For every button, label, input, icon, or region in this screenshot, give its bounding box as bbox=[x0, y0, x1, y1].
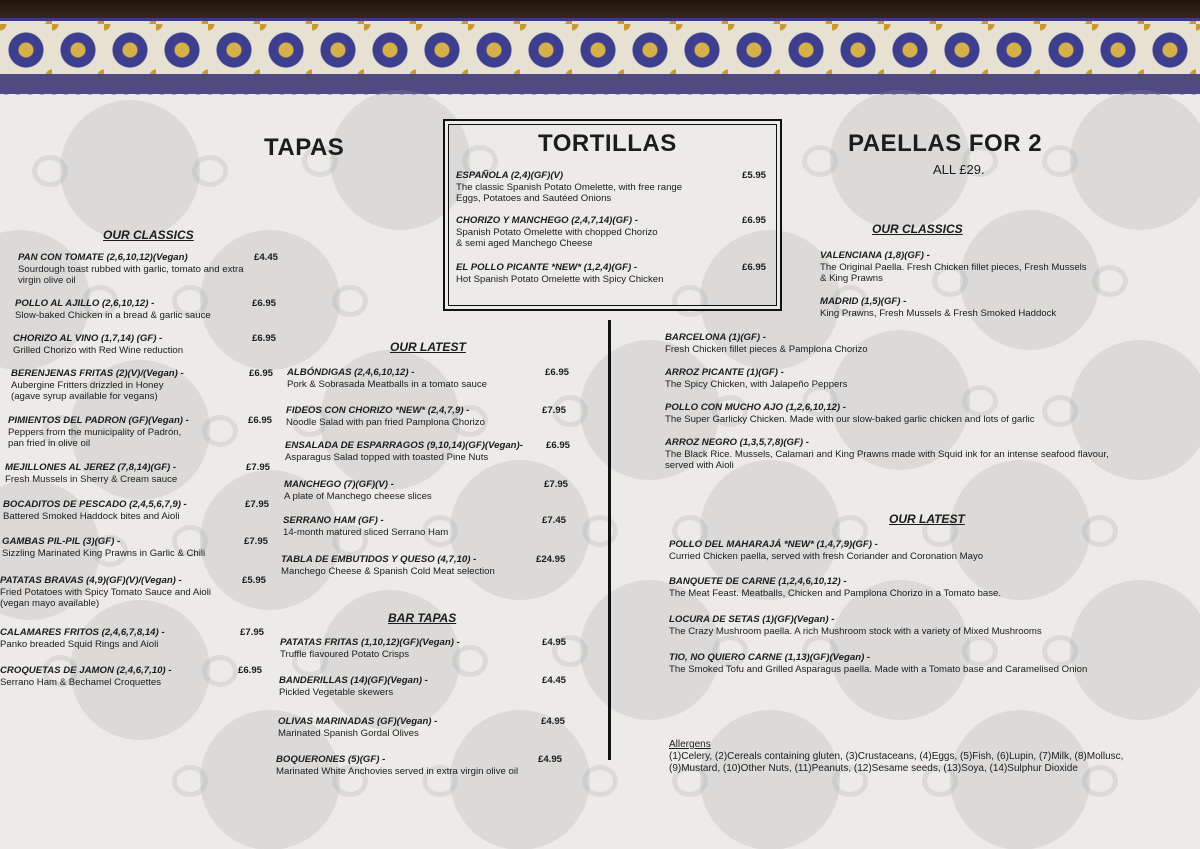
item-description: served with Aioli bbox=[665, 460, 734, 472]
menu-item bbox=[281, 554, 573, 577]
menu-item bbox=[15, 298, 277, 321]
item-description: Noodle Salad with pan fried Pamplona Chorizo bbox=[286, 416, 485, 428]
item-name: TABLA DE EMBUTIDOS Y QUESO (4,7,10) - bbox=[281, 554, 477, 565]
paella-pan-watermark bbox=[60, 100, 200, 240]
item-name: SERRANO HAM (GF) - bbox=[283, 515, 384, 526]
item-description: Marinated Spanish Gordal Olives bbox=[278, 727, 419, 739]
decorative-tile-border bbox=[0, 18, 1200, 79]
item-name: ARROZ NEGRO (1,3,5,7,8)(GF) - bbox=[665, 437, 809, 448]
item-description: Manchego Cheese & Spanish Cold Meat selection bbox=[281, 565, 495, 577]
paella-pan-watermark bbox=[1070, 580, 1200, 720]
item-price: £6.95 bbox=[742, 215, 767, 226]
item-name: BARCELONA (1)(GF) - bbox=[665, 332, 766, 343]
item-name: FIDEOS CON CHORIZO *NEW* (2,4,7,9) - bbox=[286, 405, 470, 416]
item-name: LOCURA DE SETAS (1)(GF)(Vegan) - bbox=[669, 614, 835, 625]
item-description: (agave syrup available for vegans) bbox=[11, 391, 158, 403]
item-price: £7.95 bbox=[542, 405, 567, 416]
item-name: POLLO DEL MAHARAJÁ *NEW* (1,4,7,9)(GF) - bbox=[669, 539, 878, 550]
item-description: The Crazy Mushroom paella. A rich Mushroom stock with a variety of Mixed Mushrooms bbox=[669, 625, 1042, 637]
item-name: POLLO AL AJILLO (2,6,10,12) - bbox=[15, 298, 155, 309]
menu-item bbox=[0, 665, 268, 688]
menu-item bbox=[3, 499, 269, 522]
menu-item bbox=[665, 367, 1185, 390]
item-name: PIMIENTOS DEL PADRON (GF)(Vegan) - bbox=[8, 415, 189, 426]
menu-item bbox=[820, 250, 1190, 285]
item-description: Battered Smoked Haddock bites and Aioli bbox=[3, 510, 180, 522]
menu-item bbox=[665, 402, 1185, 425]
item-description: Aubergine Fritters drizzled in Honey bbox=[11, 379, 164, 391]
menu-item bbox=[8, 415, 274, 450]
tapas-latest-heading: OUR LATEST bbox=[390, 340, 466, 354]
item-name: ALBÓNDIGAS (2,4,6,10,12) - bbox=[287, 367, 415, 378]
item-name: BOCADITOS DE PESCADO (2,4,5,6,7,9) - bbox=[3, 499, 187, 510]
item-name: MANCHEGO (7)(GF)(V) - bbox=[284, 479, 394, 490]
item-description: Peppers from the municipality of Padrón, bbox=[8, 426, 182, 438]
item-description: The Spicy Chicken, with Jalapeño Peppers bbox=[665, 378, 848, 390]
paellas-title: PAELLAS FOR 2 bbox=[848, 130, 1043, 157]
item-description: Marinated White Anchovies served in extra virgin olive oil bbox=[276, 765, 519, 777]
menu-item bbox=[456, 170, 770, 205]
menu-item bbox=[456, 262, 770, 285]
menu-item bbox=[669, 539, 1189, 562]
item-name: PATATAS FRITAS (1,10,12)(GF)(Vegan) - bbox=[280, 637, 460, 648]
item-price: £6.95 bbox=[238, 665, 263, 676]
item-name: MADRID (1,5)(GF) - bbox=[820, 296, 907, 307]
item-price: £7.45 bbox=[542, 515, 567, 526]
item-price: £24.95 bbox=[536, 554, 566, 565]
item-price: £6.95 bbox=[252, 298, 277, 309]
item-name: BANDERILLAS (14)(GF)(Vegan) - bbox=[279, 675, 428, 686]
menu-item bbox=[5, 462, 271, 485]
paellas-price: ALL £29. bbox=[933, 162, 985, 177]
item-price: £6.95 bbox=[252, 333, 277, 344]
item-name: PATATAS BRAVAS (4,9)(GF)(V)/(Vegan) - bbox=[0, 575, 182, 586]
item-description: Fresh Mussels in Sherry & Cream sauce bbox=[5, 473, 178, 485]
item-price: £7.95 bbox=[240, 627, 265, 638]
item-price: £7.95 bbox=[246, 462, 271, 473]
item-price: £4.45 bbox=[542, 675, 567, 686]
item-name: ARROZ PICANTE (1)(GF) - bbox=[665, 367, 784, 378]
item-price: £4.95 bbox=[538, 754, 563, 765]
item-price: £6.95 bbox=[249, 368, 274, 379]
allergens-note bbox=[669, 739, 1123, 775]
item-description: Pork & Sobrasada Meatballs in a tomato sauce bbox=[287, 378, 487, 390]
paellas-latest-heading: OUR LATEST bbox=[889, 512, 965, 526]
tapas-classics-heading: OUR CLASSICS bbox=[103, 228, 194, 242]
item-name: CALAMARES FRITOS (2,4,6,7,8,14) - bbox=[0, 627, 165, 638]
item-description: Truffle flavoured Potato Crisps bbox=[280, 648, 410, 660]
bar-tapas-heading: BAR TAPAS bbox=[388, 611, 457, 625]
item-name: EL POLLO PICANTE *NEW* (1,2,4)(GF) - bbox=[456, 262, 638, 273]
menu-item bbox=[280, 637, 570, 660]
menu-item bbox=[286, 405, 576, 428]
item-description: virgin olive oil bbox=[18, 275, 76, 287]
item-price: £4.95 bbox=[541, 716, 566, 727]
item-description: Pickled Vegetable skewers bbox=[279, 686, 394, 698]
item-price: £7.95 bbox=[544, 479, 569, 490]
paellas-classics-heading: OUR CLASSICS bbox=[872, 222, 963, 236]
paella-pan-watermark bbox=[950, 710, 1090, 849]
item-description: (vegan mayo available) bbox=[0, 598, 100, 610]
allergens-line: (9)Mustard, (10)Other Nuts, (11)Peanuts, (12)Sesame seeds, (13)Soya, (14)Sulphur Dioxide bbox=[669, 763, 1078, 774]
paella-pan-watermark bbox=[830, 90, 970, 230]
menu-item bbox=[820, 296, 1190, 319]
item-description: King Prawns, Fresh Mussels & Fresh Smoked Haddock bbox=[820, 307, 1057, 319]
menu-item bbox=[278, 716, 568, 739]
item-description: pan fried in olive oil bbox=[8, 438, 91, 450]
menu-item bbox=[285, 440, 575, 463]
item-price: £5.95 bbox=[742, 170, 767, 181]
item-name: GAMBAS PIL-PIL (3)(GF) - bbox=[2, 536, 121, 547]
item-description: The classic Spanish Potato Omelette, with free range bbox=[456, 181, 683, 193]
item-name: PAN CON TOMATE (2,6,10,12)(Vegan) bbox=[18, 252, 188, 263]
paella-pan-watermark bbox=[830, 580, 970, 720]
item-price: £7.95 bbox=[244, 536, 269, 547]
menu-item bbox=[279, 675, 569, 698]
column-divider bbox=[608, 320, 611, 760]
item-description: 14-month matured sliced Serrano Ham bbox=[283, 526, 449, 538]
item-description: A plate of Manchego cheese slices bbox=[284, 490, 432, 502]
item-description: & King Prawns bbox=[820, 273, 883, 285]
allergens-line: (1)Celery, (2)Cereals containing gluten, (3)Crustaceans, (4)Eggs, (5)Fish, (6)Lupin, (7)Milk, (8)Mollusc, bbox=[669, 751, 1124, 762]
item-name: BANQUETE DE CARNE (1,2,4,6,10,12) - bbox=[669, 576, 847, 587]
item-description: Slow-baked Chicken in a bread & garlic sauce bbox=[15, 309, 211, 321]
menu-item bbox=[669, 576, 1189, 599]
item-description: The Smoked Tofu and Grilled Asparagus paella. Made with a Tomato base and Caramelised Onion bbox=[669, 663, 1088, 675]
item-price: £6.95 bbox=[545, 367, 570, 378]
menu-item bbox=[665, 437, 1185, 472]
item-price: £6.95 bbox=[248, 415, 273, 426]
item-name: MEJILLONES AL JEREZ (7,8,14)(GF) - bbox=[5, 462, 177, 473]
item-description: Sizzling Marinated King Prawns in Garlic & Chili bbox=[2, 547, 206, 559]
item-description: Serrano Ham & Bechamel Croquettes bbox=[0, 676, 162, 688]
item-description: Eggs, Potatoes and Sautéed Onions bbox=[456, 193, 612, 205]
item-price: £4.45 bbox=[254, 252, 279, 263]
item-description: The Original Paella. Fresh Chicken fillet pieces, Fresh Mussels bbox=[820, 261, 1087, 273]
item-description: Hot Spanish Potato Omelette with Spicy Chicken bbox=[456, 273, 664, 285]
item-name: CHORIZO Y MANCHEGO (2,4,7,14)(GF) - bbox=[456, 215, 638, 226]
menu-item bbox=[284, 479, 574, 502]
menu-item bbox=[287, 367, 577, 390]
item-name: ENSALADA DE ESPARRAGOS (9,10,14)(GF)(Vegan)- bbox=[285, 440, 523, 451]
scalloped-edge bbox=[0, 88, 1200, 100]
item-description: Panko breaded Squid Rings and Aioli bbox=[0, 638, 159, 650]
paella-pan-watermark bbox=[700, 710, 840, 849]
allergens-label: Allergens bbox=[669, 739, 711, 750]
item-name: CHORIZO AL VINO (1,7,14) (GF) - bbox=[13, 333, 163, 344]
item-description: Curried Chicken paella, served with fresh Coriander and Coronation Mayo bbox=[669, 550, 984, 562]
item-description: Sourdough toast rubbed with garlic, tomato and extra bbox=[18, 263, 244, 275]
item-price: £5.95 bbox=[242, 575, 267, 586]
menu-item bbox=[0, 575, 268, 610]
item-name: VALENCIANA (1,8)(GF) - bbox=[820, 250, 930, 261]
item-description: The Meat Feast. Meatballs, Chicken and Pamplona Chorizo in a Tomato base. bbox=[669, 587, 1002, 599]
item-description: & semi aged Manchego Cheese bbox=[456, 238, 593, 250]
item-name: ESPAÑOLA (2,4)(GF)(V) bbox=[456, 170, 564, 181]
item-name: CROQUETAS DE JAMON (2,4,6,7,10) - bbox=[0, 665, 172, 676]
item-name: POLLO CON MUCHO AJO (1,2,6,10,12) - bbox=[665, 402, 846, 413]
menu-item bbox=[13, 333, 275, 356]
menu-item bbox=[669, 652, 1189, 675]
paella-pan-watermark bbox=[580, 580, 720, 720]
menu-item bbox=[283, 515, 573, 538]
menu-item bbox=[276, 754, 570, 777]
item-description: Fried Potatoes with Spicy Tomato Sauce and Aioli bbox=[0, 586, 212, 598]
item-description: The Super Garlicky Chicken. Made with our slow-baked garlic chicken and lots of garlic bbox=[665, 413, 1035, 425]
item-name: BERENJENAS FRITAS (2)(V)/(Vegan) - bbox=[11, 368, 184, 379]
item-description: Grilled Chorizo with Red Wine reduction bbox=[13, 344, 184, 356]
item-description: The Black Rice. Mussels, Calamari and King Prawns made with Squid ink for an intense seafood flavour, bbox=[665, 448, 1109, 460]
menu-item bbox=[18, 252, 280, 287]
item-price: £6.95 bbox=[546, 440, 571, 451]
menu-item bbox=[2, 536, 268, 559]
paella-pan-watermark bbox=[1070, 90, 1200, 230]
item-price: £7.95 bbox=[245, 499, 270, 510]
item-price: £4.95 bbox=[542, 637, 567, 648]
item-description: Spanish Potato Omelette with chopped Chorizo bbox=[456, 226, 658, 238]
item-name: BOQUERONES (5)(GF) - bbox=[276, 754, 386, 765]
item-name: TIO, NO QUIERO CARNE (1,13)(GF)(Vegan) - bbox=[669, 652, 871, 663]
item-description: Asparagus Salad topped with toasted Pine Nuts bbox=[285, 451, 489, 463]
tortillas-title: TORTILLAS bbox=[538, 130, 677, 157]
item-description: Fresh Chicken fillet pieces & Pamplona Chorizo bbox=[665, 343, 868, 355]
menu-item bbox=[0, 627, 268, 650]
menu-item bbox=[669, 614, 1189, 637]
menu-item bbox=[11, 368, 273, 403]
menu-item bbox=[665, 332, 1185, 355]
tapas-title: TAPAS bbox=[264, 134, 345, 161]
menu-item bbox=[456, 215, 770, 250]
item-name: OLIVAS MARINADAS (GF)(Vegan) - bbox=[278, 716, 438, 727]
item-price: £6.95 bbox=[742, 262, 767, 273]
